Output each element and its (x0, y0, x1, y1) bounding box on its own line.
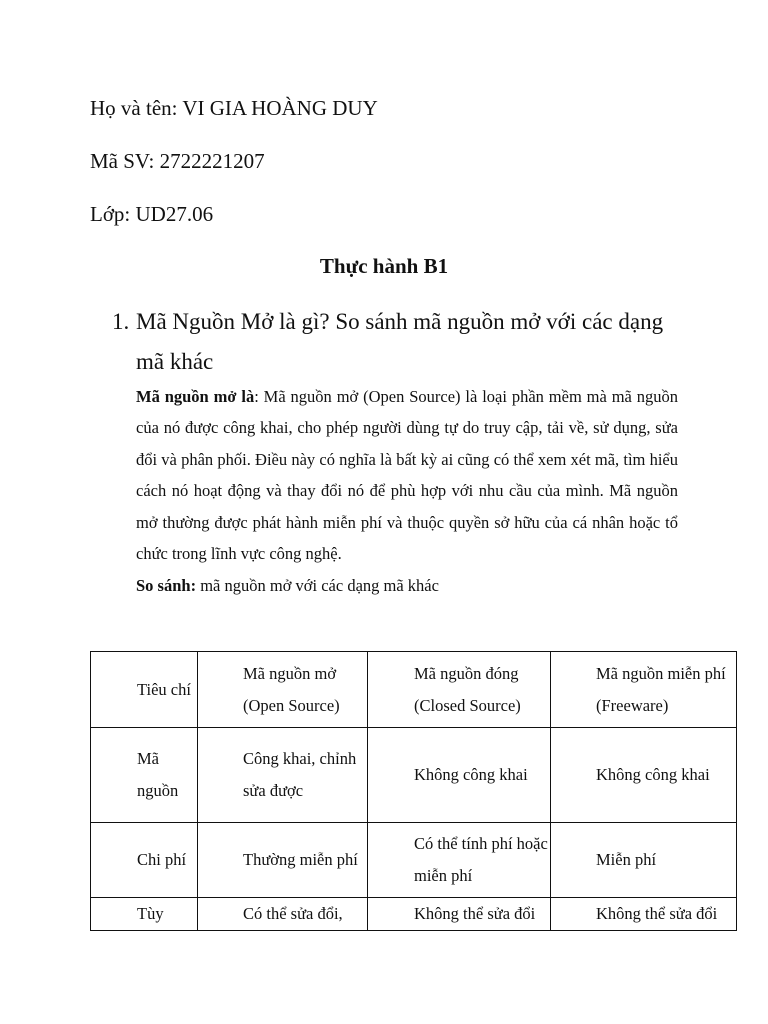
table-cell: Thường miễn phí (198, 823, 368, 898)
table-cell: Không thể sửa đổi (368, 898, 551, 931)
table-cell: Tùy (91, 898, 198, 931)
definition-label: Mã nguồn mở là (136, 387, 255, 406)
document-title: Thực hành B1 (319, 254, 449, 278)
table-cell: Mã nguồn miễn phí (Freeware) (551, 652, 737, 728)
table-header-row (91, 652, 737, 728)
comparison-label: So sánh: (136, 576, 197, 595)
section-number: 1. (112, 309, 130, 334)
table-cell: Mã nguồn đóng (Closed Source) (368, 652, 551, 728)
student-name-line: Họ và tên: VI GIA HOÀNG DUY (90, 96, 378, 120)
table-cell: Không thể sửa đổi (551, 898, 737, 931)
class-line: Lớp: UD27.06 (90, 202, 214, 226)
comparison-table (90, 651, 737, 931)
table-row (91, 898, 737, 931)
definition-paragraph (136, 381, 678, 569)
definition-text: : Mã nguồn mở (Open Source) là loại phần mềm mà mã nguồn của nó được công khai, cho phép người dùng tự do truy cập, tải về, sử dụng, sửa đổi và phân phối. Điều này có nghĩa là bất kỳ ai cũng có thể xem xét mã, tìm hiểu cách nó hoạt động và thay đổi nó để phù hợp với nhu cầu của mình. Mã nguồn mở thường được phát hành miễn phí và thuộc quyền sở hữu của cá nhân hoặc tổ chức trong lĩnh vực công nghệ. (136, 387, 678, 564)
table-cell: Không công khai (368, 728, 551, 823)
table-cell: Không công khai (551, 728, 737, 823)
comparison-text: mã nguồn mở với các dạng mã khác (196, 576, 439, 595)
section-heading-text: Mã Nguồn Mở là gì? So sánh mã nguồn mở với các dạng mã khác (136, 309, 664, 374)
table-cell: Công khai, chỉnh sửa được (198, 728, 368, 823)
table-cell: Tiêu chí (91, 652, 198, 728)
table-cell: Mã nguồn mở (Open Source) (198, 652, 368, 728)
table-cell: Có thể sửa đổi, (198, 898, 368, 931)
table-cell: Có thể tính phí hoặc miễn phí (368, 823, 551, 898)
table-row (91, 823, 737, 898)
table-cell: Chi phí (91, 823, 198, 898)
comparison-intro (136, 570, 678, 601)
table-row (91, 728, 737, 823)
section-heading (112, 302, 682, 382)
student-id-line: Mã SV: 2722221207 (90, 149, 265, 173)
table-cell: Mã nguồn (91, 728, 198, 823)
table-cell: Miễn phí (551, 823, 737, 898)
